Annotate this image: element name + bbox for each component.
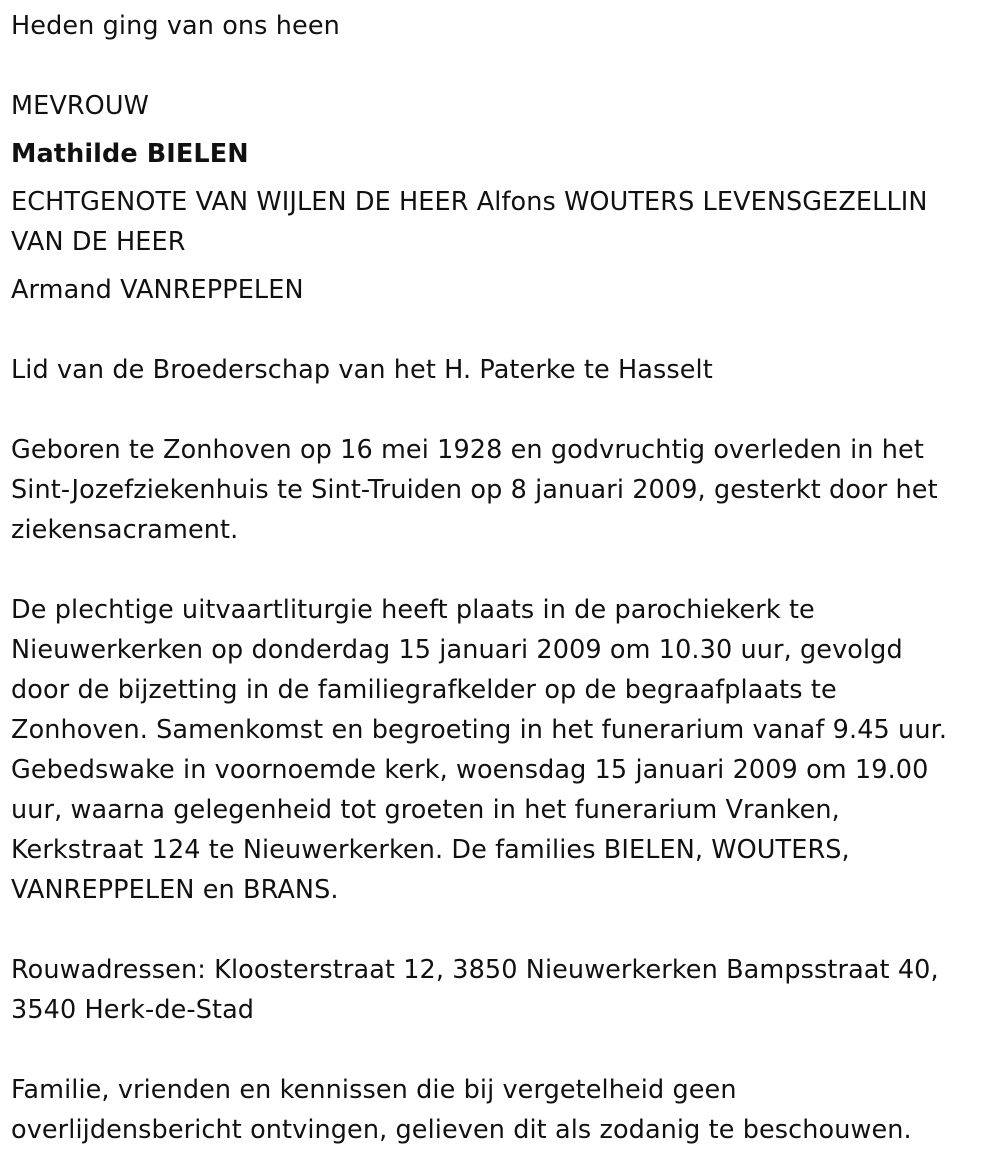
partner-name: Armand VANREPPELEN — [11, 275, 304, 305]
funeral-line: VANREPPELEN en BRANS. — [11, 875, 339, 905]
addresses-paragraph — [11, 950, 986, 1030]
closing-paragraph — [11, 1070, 986, 1150]
address-line: 3540 Herk-de-Stad — [11, 995, 255, 1025]
spacer — [11, 910, 986, 950]
spacer — [11, 174, 986, 182]
membership-line: Lid van de Broederschap van het H. Paterke te Hasselt — [11, 355, 713, 385]
funeral-line: Gebedswake in voornoemde kerk, woensdag 15 januari 2009 om 19.00 — [11, 755, 929, 785]
death-notice — [11, 6, 986, 1150]
funeral-line: door de bijzetting in de familiegrafkelder op de begraafplaats te — [11, 675, 837, 705]
relation-line: VAN DE HEER — [11, 227, 186, 257]
honorific: MEVROUW — [11, 91, 149, 121]
funeral-line: De plechtige uitvaartliturgie heeft plaats in de parochiekerk te — [11, 595, 815, 625]
relation-paragraph — [11, 182, 986, 262]
intro-line: Heden ging van ons heen — [11, 11, 340, 41]
funeral-line: Nieuwerkerken op donderdag 15 januari 2009 om 10.30 uur, gevolgd — [11, 635, 903, 665]
funeral-paragraph — [11, 590, 986, 910]
spacer — [11, 390, 986, 430]
funeral-line: uur, waarna gelegenheid tot groeten in het funerarium Vranken, — [11, 795, 840, 825]
closing-line: overlijdensbericht ontvingen, gelieven dit als zodanig te beschouwen. — [11, 1115, 912, 1145]
deceased-name: Mathilde BIELEN — [11, 139, 249, 169]
funeral-line: Kerkstraat 124 te Nieuwerkerken. De families BIELEN, WOUTERS, — [11, 835, 850, 865]
relation-line: ECHTGENOTE VAN WIJLEN DE HEER Alfons WOUTERS LEVENSGEZELLIN — [11, 187, 928, 217]
birth-death-paragraph — [11, 430, 986, 550]
address-line: Rouwadressen: Kloosterstraat 12, 3850 Nieuwerkerken Bampsstraat 40, — [11, 955, 939, 985]
spacer — [11, 550, 986, 590]
spacer — [11, 262, 986, 270]
funeral-line: Zonhoven. Samenkomst en begroeting in het funerarium vanaf 9.45 uur. — [11, 715, 948, 745]
spacer — [11, 126, 986, 134]
spacer — [11, 310, 986, 350]
spacer — [11, 1030, 986, 1070]
birth-death-line: Geboren te Zonhoven op 16 mei 1928 en godvruchtig overleden in het — [11, 435, 924, 465]
spacer — [11, 46, 986, 86]
birth-death-line: Sint-Jozefziekenhuis te Sint-Truiden op 8 januari 2009, gesterkt door het — [11, 475, 938, 505]
closing-line: Familie, vrienden en kennissen die bij vergetelheid geen — [11, 1075, 737, 1105]
birth-death-line: ziekensacrament. — [11, 515, 239, 545]
